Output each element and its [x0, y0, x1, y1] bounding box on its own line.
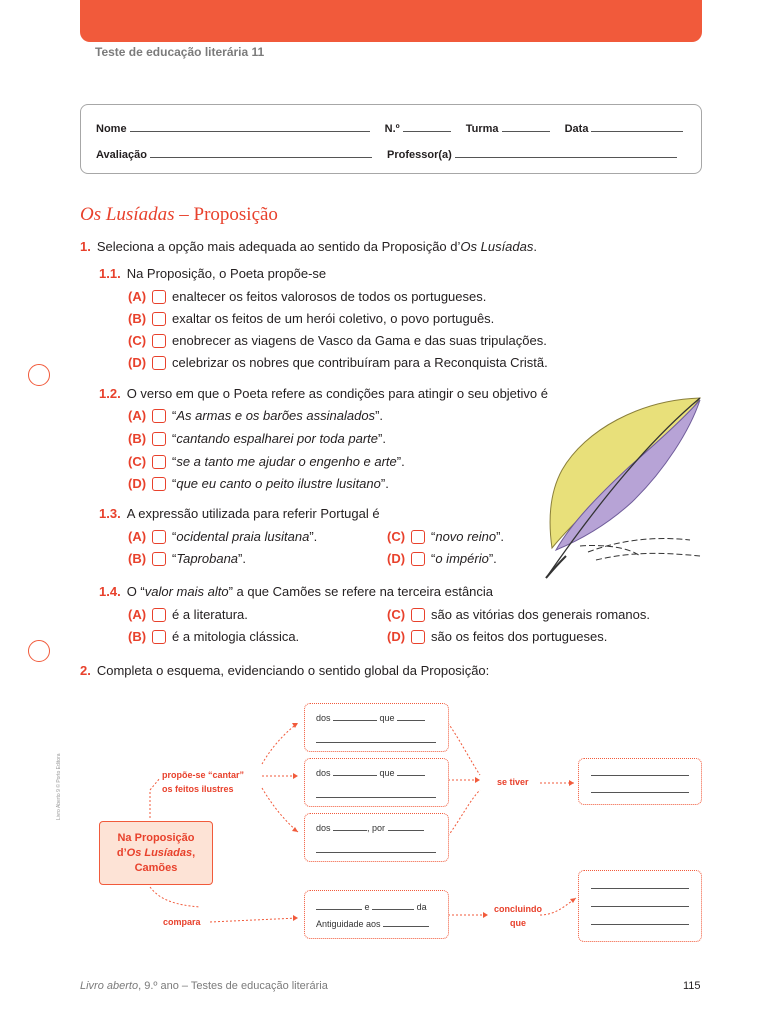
name-label: Nome [96, 123, 127, 135]
label-cantar: propõe-se “cantar” os feitos ilustres [162, 770, 245, 794]
feather-quill-icon [546, 398, 700, 578]
diagram-answer-box-1[interactable] [578, 758, 702, 805]
label-se-tiver: se tiver [497, 777, 529, 787]
diagram-central-box: Na Proposição d’Os Lusíadas, Camões [99, 821, 213, 885]
diagram-box-3[interactable]: dos , por [304, 813, 449, 862]
diagram-box-2[interactable]: dos que [304, 758, 449, 807]
diagram-box-1[interactable]: dos que [304, 703, 449, 752]
option-1-1-a[interactable]: (A) enaltecer os feitos valorosos de todos os portugueses. [128, 289, 487, 304]
date-label: Data [564, 123, 589, 135]
option-1-4-d[interactable]: (D) são os feitos dos portugueses. [387, 629, 608, 644]
evaluation-label: Avaliação [96, 149, 147, 161]
option-1-4-b[interactable]: (B) é a mitologia clássica. [128, 629, 300, 644]
section-title: Os Lusíadas – Proposição [80, 204, 278, 225]
question-1: 1. Seleciona a opção mais adequada ao sentido da Proposição d’Os Lusíadas. [80, 239, 538, 254]
question-2: 2. Completa o esquema, evidenciando o sentido global da Proposição: [80, 663, 490, 678]
option-1-1-b[interactable]: (B) exaltar os feitos de um herói coletivo, o povo português. [128, 311, 495, 326]
question-1-3: 1.3. A expressão utilizada para referir Portugal é [99, 506, 380, 521]
option-1-2-d[interactable]: (D) “ que eu canto o peito ilustre lusitano ”. [128, 476, 389, 491]
option-1-4-a[interactable]: (A) é a literatura. [128, 607, 248, 622]
class-label: Turma [465, 123, 499, 135]
question-1-2: 1.2. O verso em que o Poeta refere as condições para atingir o seu objetivo é [99, 386, 548, 401]
option-1-1-c[interactable]: (C) enobrecer as viagens de Vasco da Gama e das suas tripulações. [128, 333, 547, 348]
question-1-4: 1.4. O “valor mais alto” a que Camões se refere na terceira estância [99, 584, 494, 599]
teacher-label: Professor(a) [387, 149, 452, 161]
option-1-3-c[interactable]: (C) “ novo reino ”. [387, 529, 505, 544]
diagram-box-4[interactable]: e da Antiguidade aos [304, 890, 449, 939]
option-1-3-d[interactable]: (D) “ o império ”. [387, 551, 497, 566]
option-1-4-c[interactable]: (C) são as vitórias dos generais romanos. [387, 607, 650, 622]
test-title: Teste de educação literária 11 [95, 45, 265, 59]
label-concluindo: concluindo que [494, 904, 542, 928]
page-number: 115 [683, 980, 701, 992]
option-1-1-d[interactable]: (D) celebrizar os nobres que contribuíram para a Reconquista Cristã. [128, 355, 548, 370]
question-1-1: 1.1. Na Proposição, o Poeta propõe-se [99, 266, 327, 281]
option-1-3-a[interactable]: (A) “ ocidental praia lusitana ”. [128, 529, 318, 544]
option-1-2-b[interactable]: (B) “ cantando espalharei por toda parte ”. [128, 431, 386, 446]
option-1-3-b[interactable]: (B) “ Taprobana ”. [128, 551, 246, 566]
footer-book-title: Livro aberto, 9.º ano – Testes de educação literária [80, 980, 328, 992]
label-compara: compara [163, 917, 201, 927]
diagram-answer-box-2[interactable] [578, 870, 702, 942]
number-label: N.º [384, 123, 400, 135]
option-1-2-a[interactable]: (A) “ As armas e os barões assinalados ”. [128, 408, 384, 423]
side-credit: Livro Aberto 9 © Porto Editora [56, 753, 62, 820]
option-1-2-c[interactable]: (C) “ se a tanto me ajudar o engenho e arte ”. [128, 454, 405, 469]
